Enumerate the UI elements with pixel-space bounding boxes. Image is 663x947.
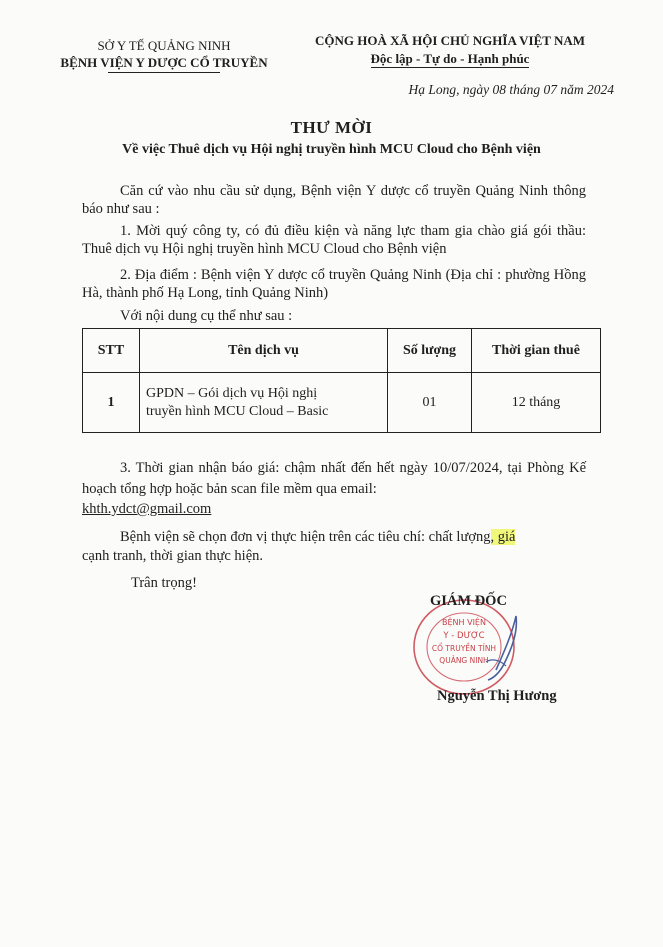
closing-text: Trân trọng! bbox=[131, 575, 197, 591]
document-subtitle: Về việc Thuê dịch vụ Hội nghị truyền hình MCU Cloud cho Bệnh viện bbox=[122, 142, 541, 157]
item-3-text: 3. Thời gian nhận báo giá: chậm nhất đến hết ngày 10/07/2024, tại Phòng Kế hoạch tổng hợp hoặc bản scan file mềm qua email: bbox=[82, 460, 586, 497]
signer-name: Nguyễn Thị Hương bbox=[437, 688, 557, 704]
stamp-text-1: BỆNH VIỆN bbox=[442, 618, 486, 627]
table-header-row bbox=[83, 329, 601, 373]
stamp-text-2: Y - DƯỢC bbox=[443, 631, 485, 641]
cell-stt: 1 bbox=[83, 373, 140, 433]
issuer-header bbox=[50, 37, 278, 73]
document-title: THƯ MỜI bbox=[290, 118, 373, 137]
content-lead: Với nội dung cụ thể như sau : bbox=[120, 308, 293, 324]
intro-paragraph: Căn cứ vào nhu cầu sử dụng, Bệnh viện Y dược cổ truyền Quảng Ninh thông báo như sau : bbox=[82, 183, 586, 217]
document-date: Hạ Long, ngày 08 tháng 07 năm 2024 bbox=[408, 82, 614, 97]
column-header-duration: Thời gian thuê bbox=[472, 329, 601, 373]
criteria-continuation: cạnh tranh, thời gian thực hiện. bbox=[82, 548, 264, 564]
column-header-quantity: Số lượng bbox=[388, 329, 472, 373]
column-header-service: Tên dịch vụ bbox=[140, 329, 388, 373]
cell-service bbox=[140, 373, 388, 433]
cell-quantity: 01 bbox=[388, 373, 472, 433]
stamp-text-3: CỔ TRUYỀN TỈNH bbox=[431, 644, 497, 653]
hospital-name: BỆNH VIỆN Y DƯỢC CỔ TRUYỀN bbox=[60, 55, 268, 70]
item-3-paragraph bbox=[82, 458, 586, 500]
email-line bbox=[82, 500, 586, 518]
signer-title: GIÁM ĐỐC bbox=[430, 593, 507, 609]
criteria-paragraph bbox=[82, 528, 586, 546]
column-header-stt: STT bbox=[83, 329, 140, 373]
item-1-paragraph: 1. Mời quý công ty, có đủ điều kiện và năng lực tham gia chào giá gói thầu: Thuê dịch vụ Hội nghị truyền hình MCU Cloud cho Bệnh viện bbox=[82, 223, 586, 257]
service-line-1: GPDN – Gói dịch vụ Hội nghị bbox=[146, 385, 318, 401]
cell-duration: 12 tháng bbox=[472, 373, 601, 433]
national-header bbox=[300, 32, 600, 68]
item-2-paragraph: 2. Địa điểm : Bệnh viện Y dược cổ truyền Quảng Ninh (Địa chỉ : phường Hồng Hà, thành phố Hạ Long, tỉnh Quảng Ninh) bbox=[82, 267, 586, 301]
service-table bbox=[82, 328, 601, 433]
department-name: SỞ Y TẾ QUẢNG NINH bbox=[97, 38, 231, 53]
criteria-text: Bệnh viện sẽ chọn đơn vị thực hiện trên các tiêu chí: chất lượng bbox=[120, 529, 491, 545]
highlighted-text: , giá bbox=[490, 529, 516, 545]
header-underline bbox=[108, 72, 220, 73]
stamp-text-4: QUẢNG NINH bbox=[439, 656, 489, 665]
national-title: CỘNG HOÀ XÃ HỘI CHỦ NGHĨA VIỆT NAM bbox=[314, 33, 586, 48]
national-motto: Độc lập - Tự do - Hạnh phúc bbox=[370, 51, 530, 66]
service-line-2: truyền hình MCU Cloud – Basic bbox=[146, 403, 329, 419]
email-link[interactable]: khth.ydct@gmail.com bbox=[82, 501, 212, 517]
table-row bbox=[83, 373, 601, 433]
